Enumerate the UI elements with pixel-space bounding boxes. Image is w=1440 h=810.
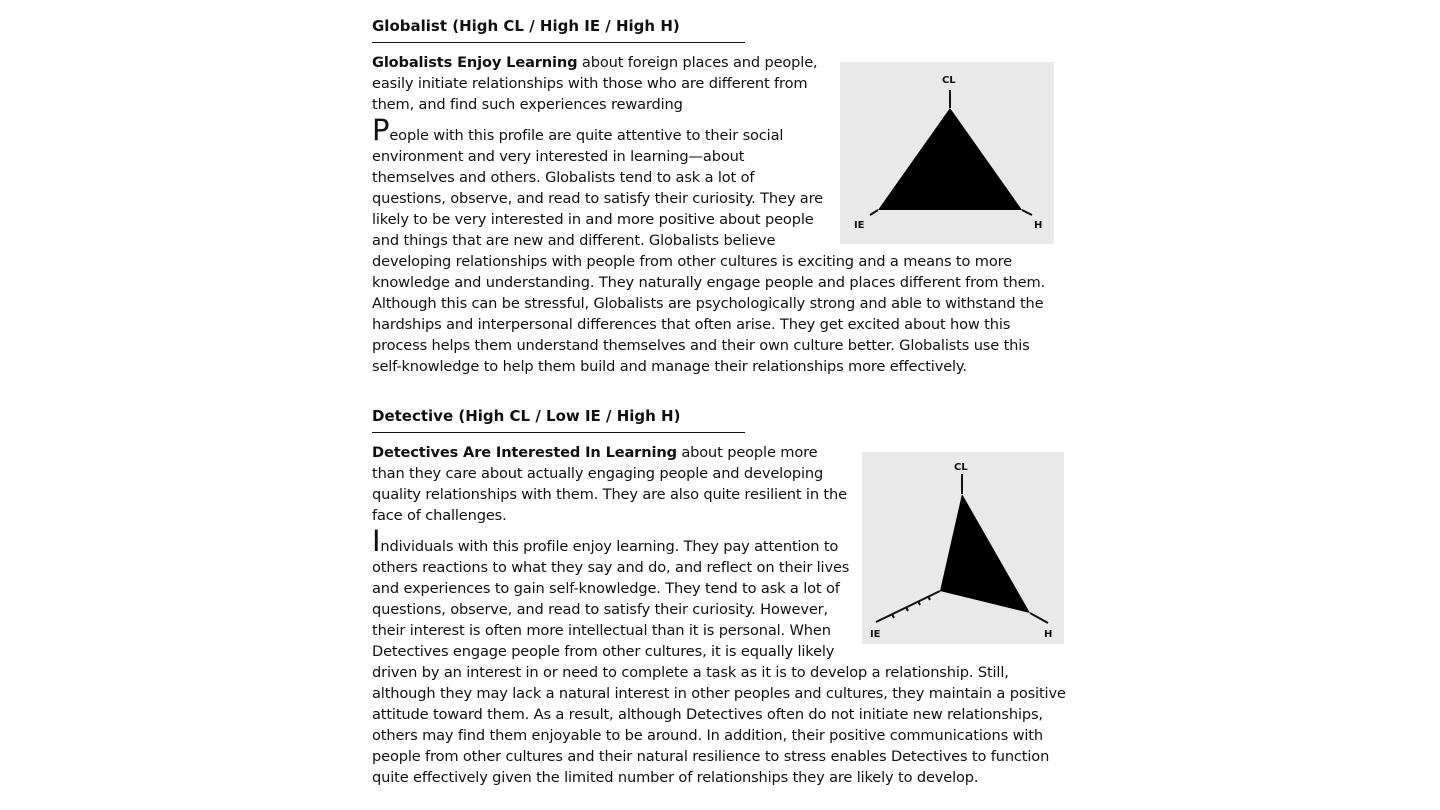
- profile-triangle-figure: [862, 452, 1064, 644]
- detective-section: [372, 406, 1072, 788]
- globalist-triangle-chart: [840, 62, 1054, 244]
- lead-bold: Detectives Are Interested In Learning: [372, 444, 677, 461]
- section-body: [372, 52, 1052, 377]
- axis-label-cl: CL: [954, 462, 968, 473]
- paragraph-text: eople with this profile are quite attentive to their social environment and very interested in learning—about themselves and others. Globalists tend to ask a lot of questions, observe, and read to satisfy their curiosity. They are likely to be very interested in and more positive about people and things that are new and different. Globalists believe developing relationships with people from other cultures is exciting and a means to more knowledge and understanding. They naturally engage people and places different from them. Although this can be stressful, Globalists are psychologically strong and able to withstand the hardships and interpersonal differences that often arise. They get excited about how this process helps them understand themselves and their own culture better. Globalists use this self-knowledge to help them build and manage their relationships more effectively.: [372, 127, 1046, 375]
- drop-cap: P: [372, 113, 390, 147]
- paragraph-text: ndividuals with this profile enjoy learning. They pay attention to others reactions to what they say and do, and reflect on their lives and experiences to gain self-knowledge. They tend to ask a lot of questions, observe, and read to satisfy their curiosity. However, their interest is often more intellectual than it is personal. When Detectives engage people from other cultures, it is equally likely driven by an interest in or need to complete a task as it is to develop a relationship. Still, although they may lack a natural interest in other peoples and cultures, they maintain a positive attitude toward them. As a result, although Detectives often do not initiate new relationships, others may find them enjoyable to be around. In addition, their positive communications with people from other cultures and their natural resilience to stress enables Detectives to function quite effectively given the limited number of relationships they are likely to develop.: [372, 538, 1066, 786]
- axis-label-h: H: [1044, 629, 1053, 640]
- axis-label-cl: CL: [942, 75, 956, 86]
- axis-label-ie: IE: [854, 220, 865, 231]
- lead-text: about people more than they care about actually engaging people and developing quality relationships with them. They are also quite resilient in the face of challenges.: [372, 444, 847, 524]
- detective-triangle-chart: [862, 452, 1064, 644]
- axis-label-ie: IE: [870, 629, 881, 640]
- section-heading: Detective (High CL / Low IE / High H): [372, 406, 745, 433]
- lead-text: about foreign places and people, easily initiate relationships with those who are different from them, and find such experiences rewarding: [372, 54, 818, 113]
- axis-label-h: H: [1034, 220, 1043, 231]
- section-body: [372, 442, 1072, 788]
- profile-triangle-figure: [840, 62, 1054, 244]
- globalist-section: [372, 16, 1072, 377]
- lead-bold: Globalists Enjoy Learning: [372, 54, 578, 71]
- section-heading: Globalist (High CL / High IE / High H): [372, 16, 745, 43]
- drop-cap: I: [372, 524, 381, 558]
